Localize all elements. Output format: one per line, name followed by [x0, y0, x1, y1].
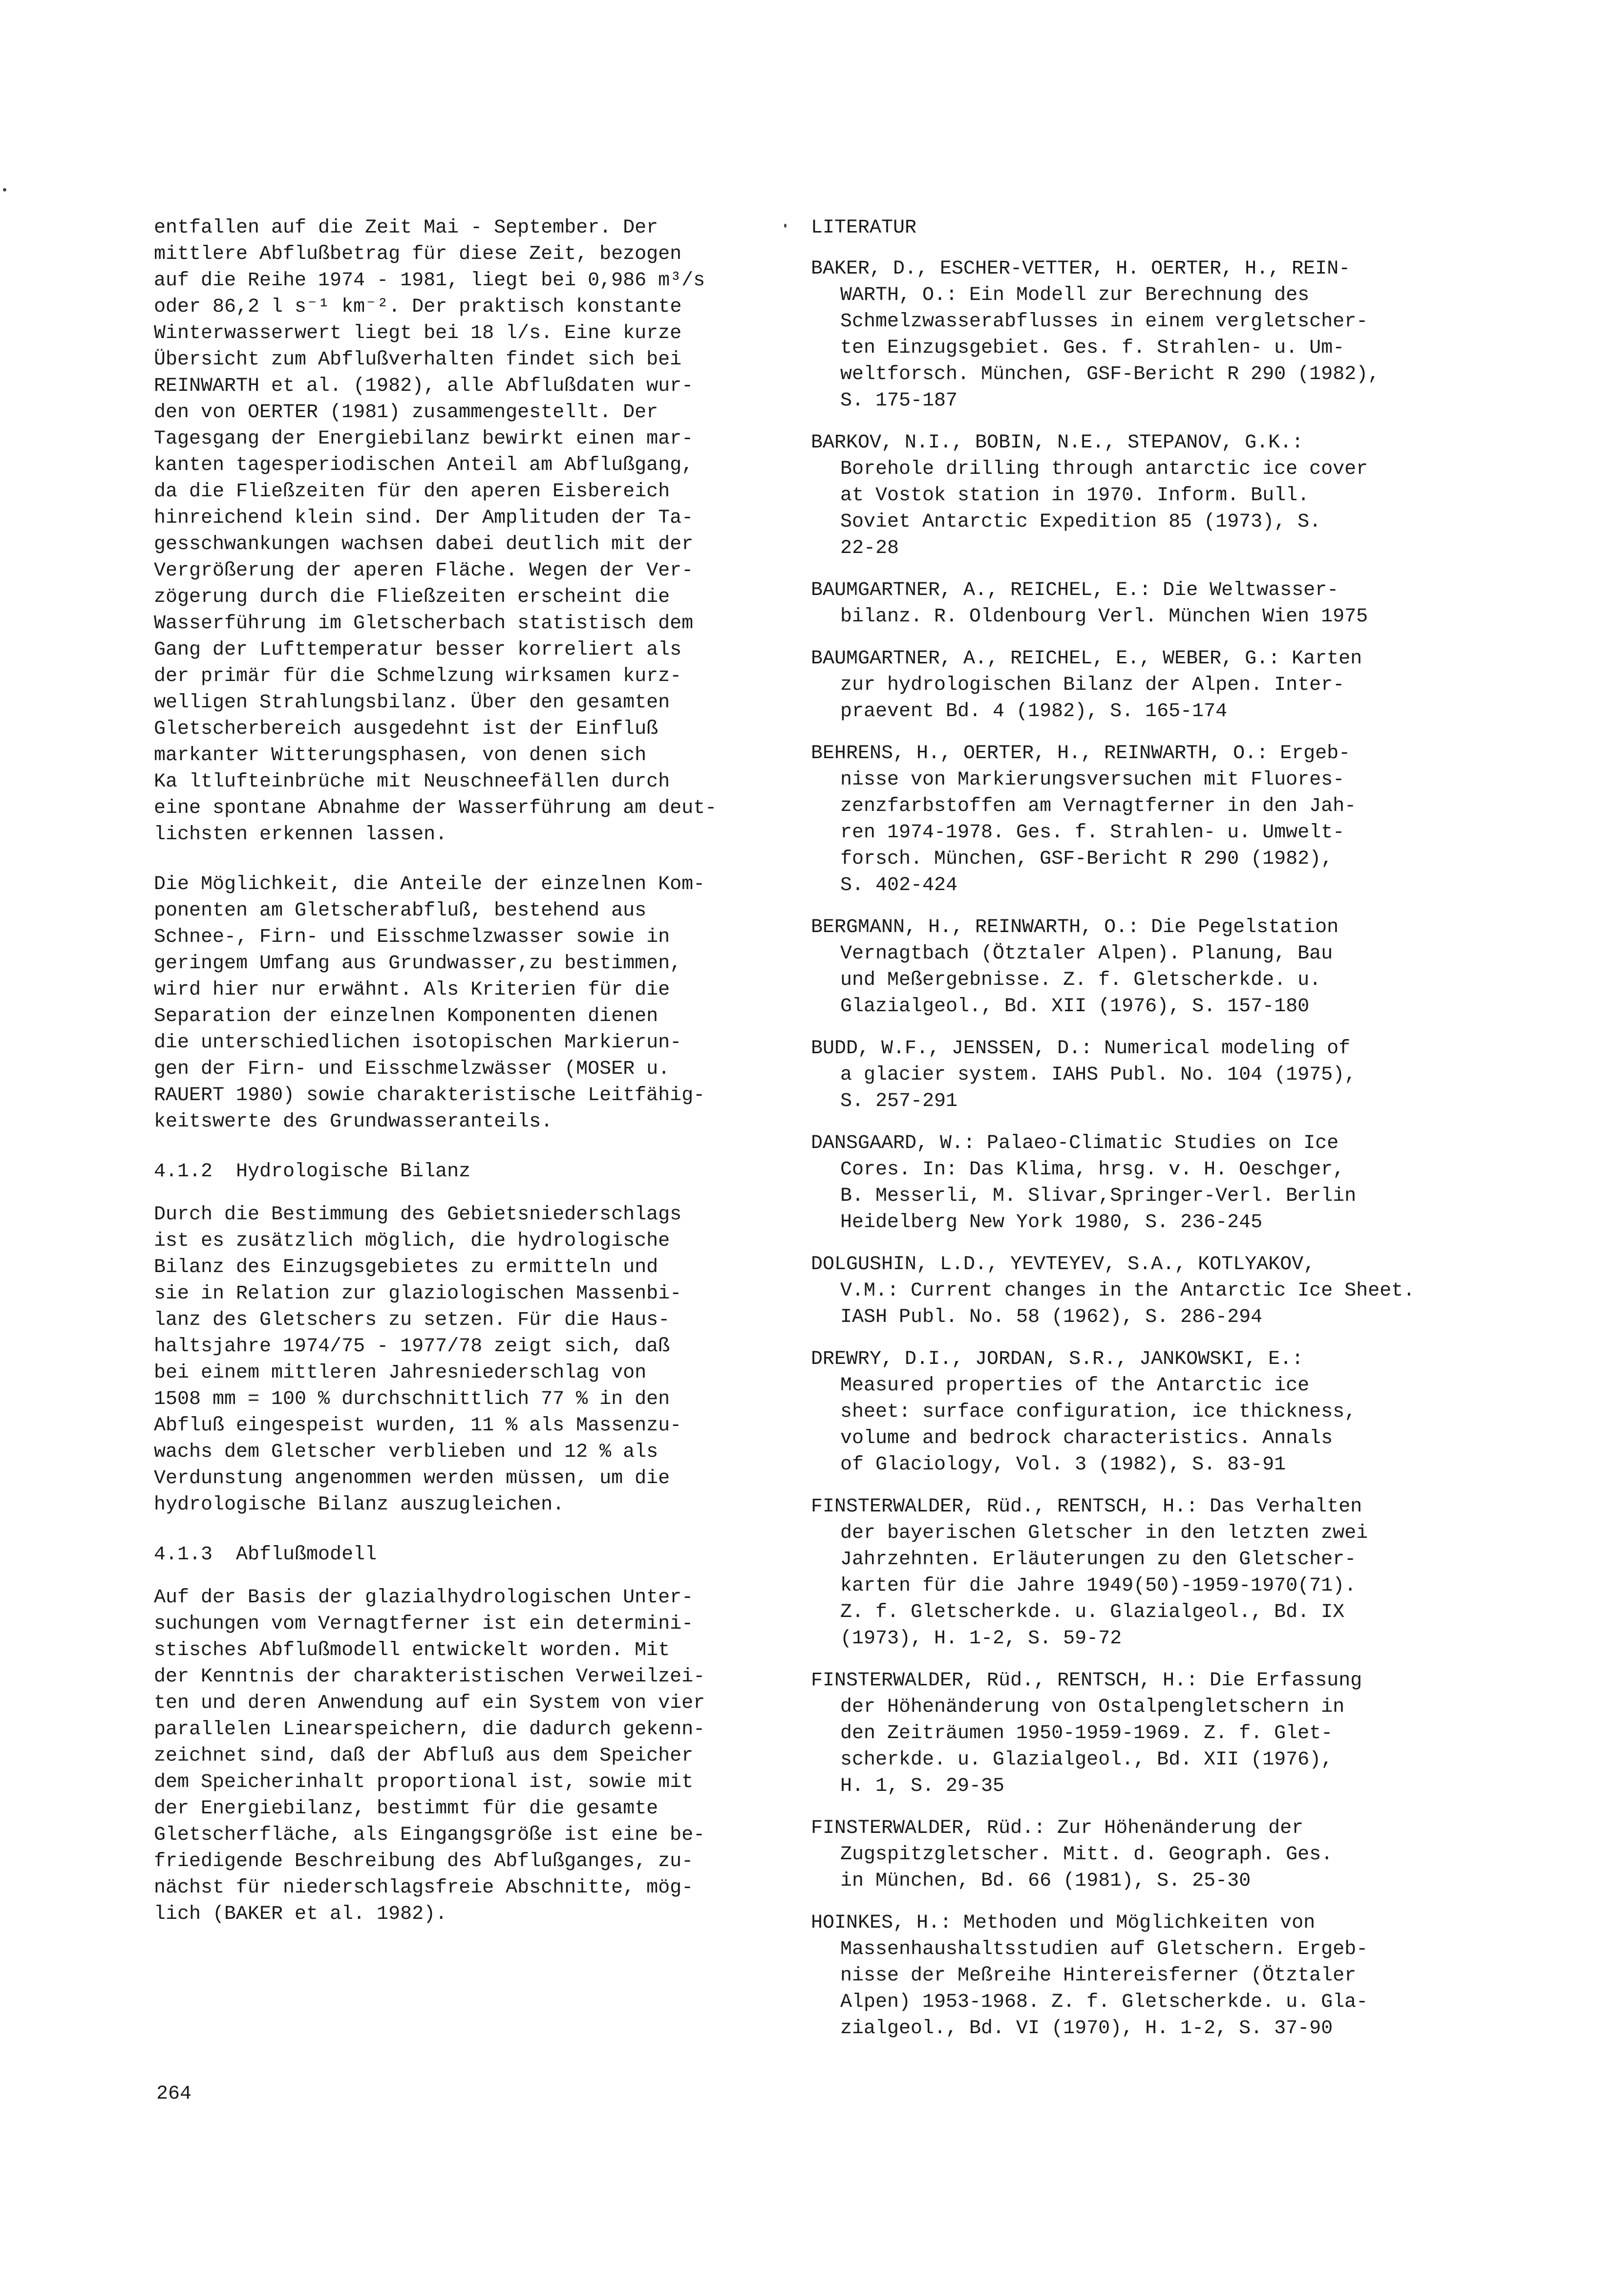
text-line: wird hier nur erwähnt. Als Kriterien für die [154, 979, 670, 1001]
reference-entry [811, 1910, 1461, 2042]
reference-line: S. 257-291 [840, 1090, 958, 1112]
text-line: auf die Reihe 1974 - 1981, liegt bei 0,986 m³/s [154, 270, 705, 292]
reference-line: Schmelzwasserabflusses in einem vergletscher- [840, 311, 1368, 333]
reference-list [811, 256, 1461, 2042]
text-line: dem Speicherinhalt proportional ist, sowie mit [154, 1771, 694, 1793]
text-line: die unterschiedlichen isotopischen Markierun- [154, 1032, 682, 1054]
reference-line: DANSGAARD, W.: Palaeo-Climatic Studies on Ice [811, 1132, 1339, 1154]
reference-line: Alpen) 1953-1968. Z. f. Gletscherkde. u. Gla- [840, 1991, 1368, 2013]
reference-line: weltforsch. München, GSF-Bericht R 290 (1982), [840, 363, 1380, 385]
reference-entry [811, 577, 1461, 630]
reference-line: FINSTERWALDER, Rüd., RENTSCH, H.: Das Verhalten [811, 1496, 1362, 1518]
text-line: entfallen auf die Zeit Mai - September. Der [154, 217, 659, 239]
text-line: lich (BAKER et al. 1982). [154, 1903, 447, 1925]
text-line: Übersicht zum Abflußverhalten findet sich bei [154, 349, 682, 371]
text-line: nächst für niederschlagsfreie Abschnitte, mög- [154, 1877, 694, 1899]
reference-line: Zugspitzgletscher. Mitt. d. Geograph. Ges. [840, 1844, 1333, 1866]
text-line: REINWARTH et al. (1982), alle Abflußdaten wur- [154, 375, 694, 397]
reference-line: FINSTERWALDER, Rüd.: Zur Höhenänderung der [811, 1817, 1304, 1839]
reference-line: a glacier system. IAHS Publ. No. 104 (1975), [840, 1064, 1357, 1086]
reference-line: zenzfarbstoffen am Vernagtferner in den Jah- [840, 795, 1357, 817]
reference-line: bilanz. R. Oldenbourg Verl. München Wien 1975 [840, 606, 1368, 628]
text-line: zeichnet sind, daß der Abfluß aus dem Speicher [154, 1745, 694, 1767]
reference-line: BERGMANN, H., REINWARTH, O.: Die Pegelstation [811, 916, 1339, 938]
reference-line: zialgeol., Bd. VI (1970), H. 1-2, S. 37-90 [840, 2018, 1333, 2040]
text-line: Durch die Bestimmung des Gebietsniederschlags [154, 1204, 682, 1226]
text-line: lichsten erkennen lassen. [154, 824, 447, 846]
reference-line: Glazialgeol., Bd. XII (1976), S. 157-180 [840, 996, 1310, 1018]
text-line: hydrologische Bilanz auszugleichen. [154, 1494, 565, 1516]
text-line: der Kenntnis der charakteristischen Verweilzei- [154, 1666, 705, 1688]
reference-line: Jahrzehnten. Erläuterungen zu den Gletscher- [840, 1549, 1357, 1571]
reference-line: BAKER, D., ESCHER-VETTER, H. OERTER, H., REIN- [811, 258, 1351, 280]
text-line: Winterwasserwert liegt bei 18 l/s. Eine kurze [154, 322, 682, 344]
text-line: bei einem mittleren Jahresniederschlag von [154, 1362, 647, 1384]
text-line: gesschwankungen wachsen dabei deutlich mit der [154, 533, 694, 555]
text-line: Tagesgang der Energiebilanz bewirkt einen mar- [154, 428, 694, 450]
reference-line: Measured properties of the Antarctic ice [840, 1375, 1310, 1397]
text-line: Schnee-, Firn- und Eisschmelzwasser sowie in [154, 926, 670, 948]
reference-line: HOINKES, H.: Methoden und Möglichkeiten von [811, 1912, 1316, 1934]
reference-entry [811, 1815, 1461, 1894]
text-line: ten und deren Anwendung auf ein System von vier [154, 1692, 705, 1714]
reference-line: volume and bedrock characteristics. Annals [840, 1427, 1333, 1449]
reference-line: Borehole drilling through antarctic ice cover [840, 458, 1368, 480]
section-heading-hydrological-balance: 4.1.2 Hydrologische Bilanz [154, 1161, 471, 1183]
text-line: zögerung durch die Fließzeiten erscheint die [154, 586, 670, 608]
reference-line: V.M.: Current changes in the Antarctic Ice Sheet. [840, 1280, 1415, 1302]
reference-entry [811, 741, 1461, 899]
text-line: kanten tagesperiodischen Anteil am Abflußgang, [154, 454, 694, 476]
reference-line: BAUMGARTNER, A., REICHEL, E., WEBER, G.: Karten [811, 648, 1362, 670]
left-column [154, 215, 784, 1951]
paragraph-runoff-model [154, 1585, 784, 1928]
reference-line: B. Messerli, M. Slivar,Springer-Verl. Berlin [840, 1185, 1357, 1207]
reference-entry [811, 646, 1461, 725]
reference-line: in München, Bd. 66 (1981), S. 25-30 [840, 1870, 1251, 1892]
text-line: keitswerte des Grundwasseranteils. [154, 1111, 553, 1133]
reference-line: FINSTERWALDER, Rüd., RENTSCH, H.: Die Erfassung [811, 1670, 1362, 1692]
reference-line: Heidelberg New York 1980, S. 236-245 [840, 1212, 1263, 1233]
text-line: Wasserführung im Gletscherbach statistisch dem [154, 613, 694, 635]
text-line: Die Möglichkeit, die Anteile der einzelnen Kom- [154, 873, 705, 895]
reference-line: S. 402-424 [840, 874, 958, 896]
text-line: ponenten am Gletscherabfluß, bestehend aus [154, 900, 647, 922]
reference-entry [811, 914, 1461, 1020]
reference-line: DOLGUSHIN, L.D., YEVTEYEV, S.A., KOTLYAKOV, [811, 1254, 1316, 1276]
text-line: den von OERTER (1981) zusammengestellt. Der [154, 402, 659, 424]
paragraph-components [154, 872, 784, 1135]
reference-line: IASH Publ. No. 58 (1962), S. 286-294 [840, 1306, 1263, 1328]
reference-line: nisse von Markierungsversuchen mit Fluores- [840, 769, 1345, 791]
reference-line: karten für die Jahre 1949(50)-1959-1970(71). [840, 1575, 1357, 1597]
text-line: der primär für die Schmelzung wirksamen kurz- [154, 665, 682, 687]
section-heading-runoff-model: 4.1.3 Abflußmodell [154, 1544, 377, 1566]
text-line: hinreichend klein sind. Der Amplituden der Ta- [154, 507, 694, 529]
text-line: da die Fließzeiten für den aperen Eisbereich [154, 481, 670, 503]
reference-line: scherkde. u. Glazialgeol., Bd. XII (1976), [840, 1749, 1333, 1771]
reference-entry [811, 1252, 1461, 1331]
reference-line: nisse der Meßreihe Hintereisferner (Ötztaler [840, 1965, 1357, 1987]
text-line: gen der Firn- und Eisschmelzwässer (MOSER u. [154, 1058, 670, 1080]
reference-line: sheet: surface configuration, ice thickness, [840, 1401, 1357, 1423]
reference-entry [811, 1346, 1461, 1478]
text-line: Vergrößerung der aperen Fläche. Wegen der Ver- [154, 560, 694, 582]
text-line: Gang der Lufttemperatur besser korreliert als [154, 639, 682, 661]
reference-line: der bayerischen Gletscher in den letzten zwei [840, 1522, 1368, 1544]
text-line: haltsjahre 1974/75 - 1977/78 zeigt sich, daß [154, 1336, 670, 1358]
text-line: lanz des Gletschers zu setzen. Für die Haus- [154, 1309, 670, 1331]
reference-line: 22-28 [840, 537, 899, 559]
text-line: Gletscherbereich ausgedehnt ist der Einfluß [154, 718, 659, 740]
reference-line: DREWRY, D.I., JORDAN, S.R., JANKOWSKI, E.: [811, 1348, 1304, 1370]
reference-entry [811, 1130, 1461, 1236]
text-line: Verdunstung angenommen werden müssen, um die [154, 1467, 670, 1489]
scan-speck [784, 224, 787, 228]
text-line: friedigende Beschreibung des Abflußganges, zu- [154, 1850, 694, 1872]
reference-entry [811, 1668, 1461, 1800]
text-line: suchungen vom Vernagtferner ist ein determini- [154, 1613, 694, 1635]
reference-line: Vernagtbach (Ötztaler Alpen). Planung, Bau [840, 943, 1333, 965]
right-column [811, 215, 1461, 2058]
reference-line: ren 1974-1978. Ges. f. Strahlen- u. Umwelt- [840, 822, 1345, 844]
reference-line: zur hydrologischen Bilanz der Alpen. Inter- [840, 674, 1345, 696]
reference-entry [811, 430, 1461, 562]
text-line: ist es zusätzlich möglich, die hydrologische [154, 1230, 670, 1252]
text-line: mittlere Abflußbetrag für diese Zeit, bezogen [154, 243, 682, 265]
text-line: markanter Witterungsphasen, von denen sich [154, 744, 647, 766]
text-line: oder 86,2 l s⁻¹ km⁻². Der praktisch konstante [154, 296, 682, 318]
reference-line: ten Einzugsgebiet. Ges. f. Strahlen- u. Um- [840, 337, 1345, 359]
reference-line: BAUMGARTNER, A., REICHEL, E.: Die Weltwasser- [811, 579, 1339, 601]
scan-speck [3, 188, 6, 191]
reference-line: der Höhenänderung von Ostalpengletschern in [840, 1696, 1345, 1718]
reference-line: Cores. In: Das Klima, hrsg. v. H. Oeschger, [840, 1159, 1345, 1181]
text-line: welligen Strahlungsbilanz. Über den gesamten [154, 692, 670, 714]
text-line: RAUERT 1980) sowie charakteristische Leitfähig- [154, 1084, 705, 1106]
text-line: stisches Abflußmodell entwickelt worden. Mit [154, 1639, 670, 1661]
text-line: Separation der einzelnen Komponenten dienen [154, 1005, 659, 1027]
reference-line: WARTH, O.: Ein Modell zur Berechnung des [840, 284, 1310, 306]
text-line: der Energiebilanz, bestimmt für die gesamte [154, 1798, 659, 1820]
text-line: 1508 mm = 100 % durchschnittlich 77 % in den [154, 1388, 670, 1410]
reference-line: at Vostok station in 1970. Inform. Bull. [840, 485, 1310, 507]
reference-line: BUDD, W.F., JENSSEN, D.: Numerical modeling of [811, 1038, 1351, 1060]
reference-entry [811, 1494, 1461, 1652]
reference-entry [811, 256, 1461, 414]
paragraph-discharge [154, 215, 784, 848]
text-line: Abfluß eingespeist wurden, 11 % als Massenzu- [154, 1415, 682, 1437]
reference-line: BARKOV, N.I., BOBIN, N.E., STEPANOV, G.K.: [811, 432, 1304, 454]
text-line: Bilanz des Einzugsgebietes zu ermitteln und [154, 1256, 659, 1278]
page-number: 264 [156, 2083, 192, 2105]
reference-line: und Meßergebnisse. Z. f. Gletscherkde. u. [840, 969, 1321, 991]
reference-line: praevent Bd. 4 (1982), S. 165-174 [840, 701, 1228, 723]
paragraph-hydrological-balance [154, 1202, 784, 1518]
text-line: eine spontane Abnahme der Wasserführung am deut- [154, 797, 717, 819]
references-title: LITERATUR [811, 217, 917, 239]
text-line: Gletscherfläche, als Eingangsgröße ist eine be- [154, 1824, 705, 1846]
text-line: parallelen Linearspeichern, die dadurch gekenn- [154, 1719, 705, 1741]
reference-entry [811, 1036, 1461, 1115]
reference-line: forsch. München, GSF-Bericht R 290 (1982), [840, 848, 1333, 870]
reference-line: Z. f. Gletscherkde. u. Glazialgeol., Bd. IX [840, 1601, 1345, 1623]
reference-line: den Zeiträumen 1950-1959-1969. Z. f. Glet- [840, 1722, 1333, 1744]
reference-line: (1973), H. 1-2, S. 59-72 [840, 1628, 1122, 1650]
reference-line: BEHRENS, H., OERTER, H., REINWARTH, O.: Ergeb- [811, 743, 1351, 765]
text-line: sie in Relation zur glaziologischen Massenbi- [154, 1283, 682, 1305]
reference-line: Massenhaushaltsstudien auf Gletschern. Ergeb- [840, 1938, 1368, 1960]
reference-line: Soviet Antarctic Expedition 85 (1973), S. [840, 511, 1321, 533]
text-line: wachs dem Gletscher verblieben und 12 % als [154, 1441, 659, 1463]
reference-line: S. 175-187 [840, 390, 958, 412]
reference-line: H. 1, S. 29-35 [840, 1775, 1005, 1797]
text-line: geringem Umfang aus Grundwasser,zu bestimmen, [154, 953, 682, 975]
text-line: Ka ltlufteinbrüche mit Neuschneefällen durch [154, 771, 670, 793]
reference-line: of Glaciology, Vol. 3 (1982), S. 83-91 [840, 1454, 1286, 1476]
text-line: Auf der Basis der glazialhydrologischen Unter- [154, 1587, 694, 1609]
